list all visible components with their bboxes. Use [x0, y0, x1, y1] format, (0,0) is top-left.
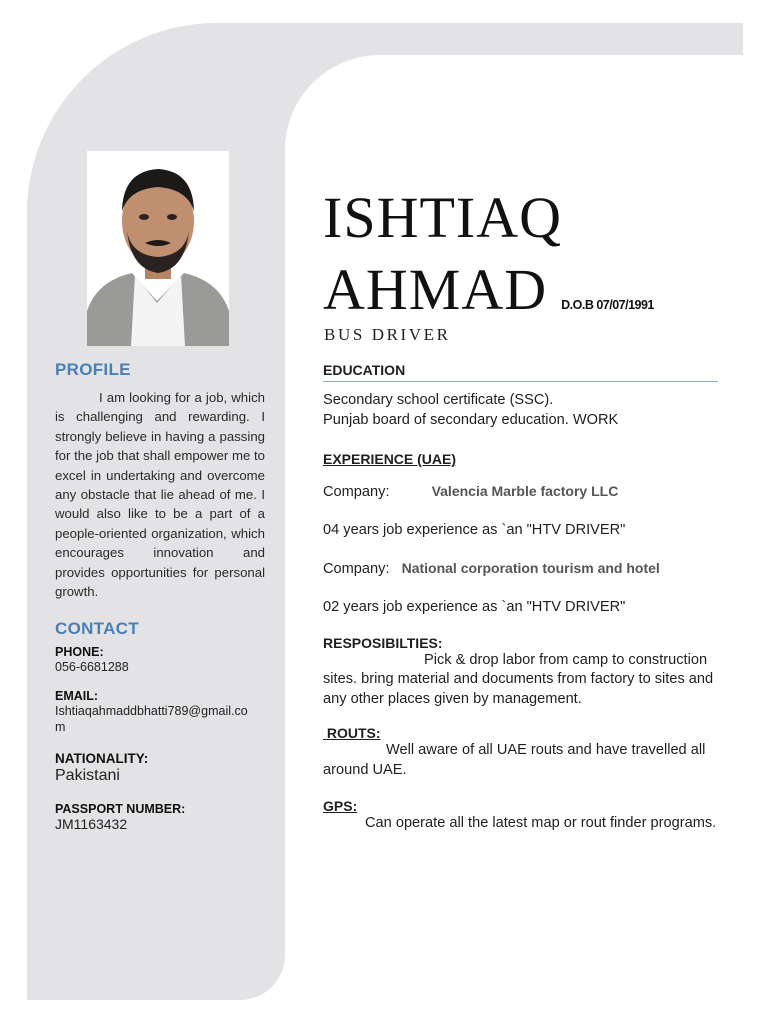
- person-portrait-icon: [87, 151, 229, 346]
- profile-photo: [87, 151, 229, 346]
- responsibilities-text: [323, 651, 718, 709]
- phone-value: 056-6681288: [55, 660, 129, 675]
- job-title: BUS DRIVER: [324, 325, 451, 344]
- company-name: National corporation tourism and hotel: [401, 560, 660, 576]
- profile-heading: PROFILE: [55, 360, 131, 379]
- company-label: Company:: [323, 561, 390, 577]
- experience-company-1: [323, 481, 718, 502]
- company-name: Valencia Marble factory LLC: [431, 483, 619, 499]
- responsibilities-heading: RESPOSIBILTIES:: [323, 635, 443, 651]
- responsibilities-body: Pick & drop labor from camp to construction sites. bring material and documents from factory to sites and any other places given by management.: [323, 652, 714, 707]
- routs-heading: [323, 725, 718, 741]
- experience-detail-2: 02 years job experience as `an "HTV DRIVER": [323, 599, 626, 615]
- candidate-name: [323, 182, 654, 341]
- gps-body: Can operate all the latest map or rout finder programs.: [365, 815, 717, 832]
- date-of-birth: D.O.B 07/07/1991: [561, 298, 654, 312]
- experience-company-2: [323, 558, 718, 579]
- passport-label: PASSPORT NUMBER:: [55, 802, 186, 817]
- email-label: EMAIL:: [55, 689, 99, 704]
- routs-body: Well aware of all UAE routs and have travelled all around UAE.: [323, 742, 706, 778]
- gps-text: [323, 814, 718, 833]
- nationality-label: NATIONALITY:: [55, 751, 149, 767]
- company-label: Company:: [323, 484, 390, 500]
- last-name: AHMAD: [323, 257, 548, 322]
- passport-value: JM1163432: [55, 816, 128, 833]
- experience-heading: EXPERIENCE (UAE): [323, 451, 457, 467]
- main-content: [323, 362, 718, 833]
- education-line-1: Secondary school certificate (SSC).: [323, 392, 554, 408]
- gps-heading: GPS:: [323, 798, 358, 815]
- phone-label: PHONE:: [55, 645, 104, 660]
- experience-detail-1: 04 years job experience as `an "HTV DRIVER": [323, 522, 626, 538]
- nationality-value: Pakistani: [55, 767, 120, 785]
- contact-heading: CONTACT: [55, 619, 139, 639]
- routs-text: [323, 741, 718, 780]
- first-name: ISHTIAQ: [323, 185, 562, 250]
- routs-heading-label: ROUTS:: [326, 725, 381, 742]
- profile-text: I am looking for a job, which is challenging and rewarding. I strongly believe in having a passing for the job that shall empower me to excel in undertaking and overcome any obstacle that lie ahead of me. I would also like to be a part of a people-oriented organization, which encourages innovation and provides opportunities for personal growth.: [55, 390, 265, 600]
- sidebar: [55, 360, 265, 832]
- education-line-2: Punjab board of secondary education. WORK: [323, 412, 619, 428]
- education-heading: EDUCATION: [323, 362, 718, 382]
- email-value: Ishtiaqahmaddbhatti789@gmail.com: [55, 704, 248, 735]
